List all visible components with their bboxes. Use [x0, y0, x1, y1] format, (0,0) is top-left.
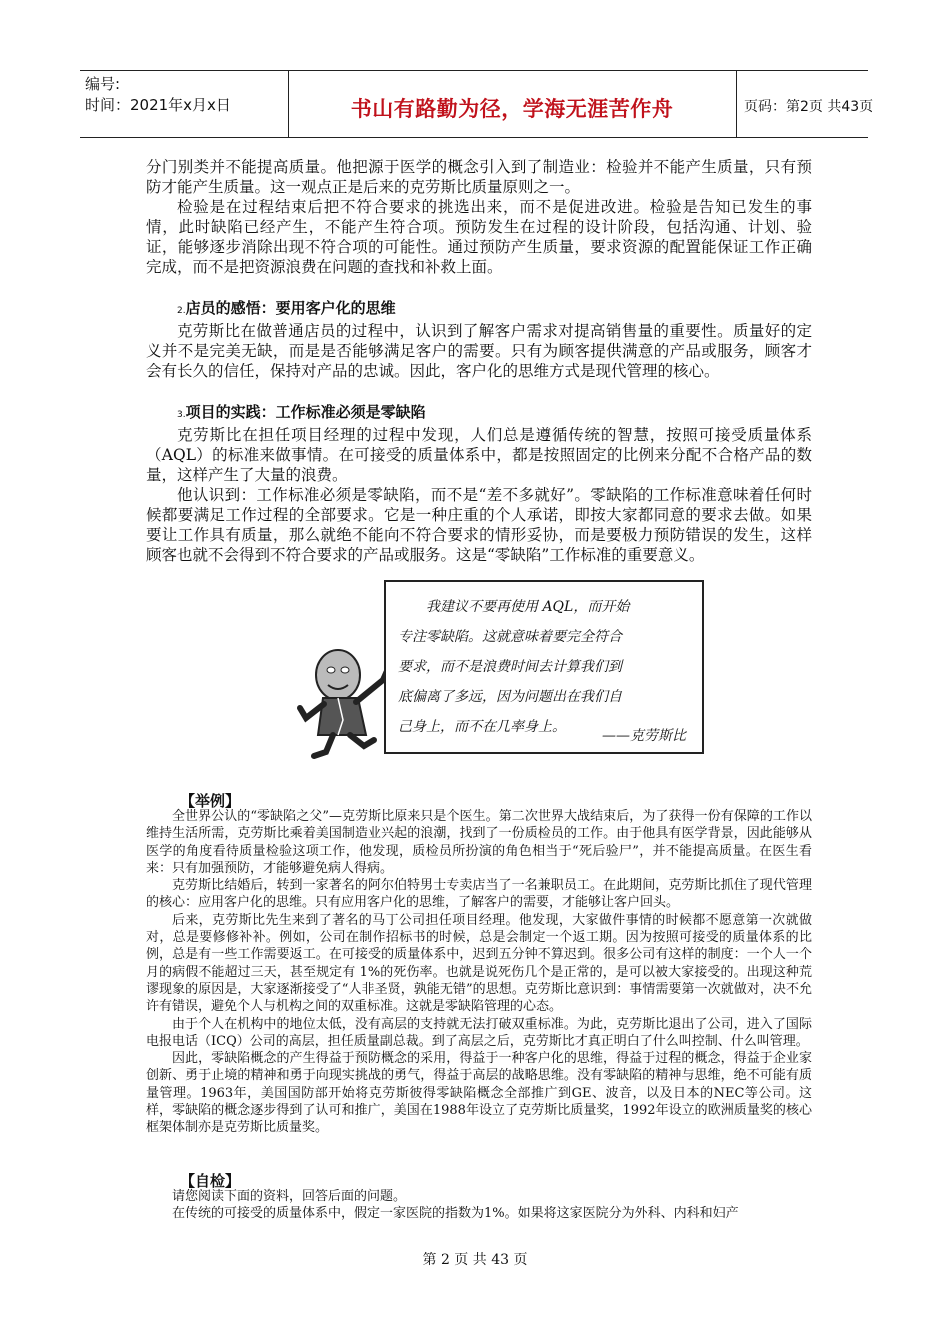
body-paragraph: 检验是在过程结束后把不符合要求的挑选出来，而不是促进改进。检验是告知已发生的事情，此时缺陷已经产生，不能产生符合项。预防发生在过程的设计阶段，包括沟通、计划、验证，能够逐步消除出现不符合项的可能性。通过预防产生质量，要求资源的配置能保证工作正确完成，而不是把资源浪费在问题的查找和补救上面。 [146, 198, 812, 276]
example-paragraph: 因此，零缺陷概念的产生得益于预防概念的采用，得益于一种客户化的思维，得益于过程的概念，得益于企业家创新、勇于止境的精神和勇于向现实挑战的勇气，得益于高层的战略思维。没有零缺陷的精神与思维，绝不可能有质量管理。1963年，美国国防部开始将克劳斯彼得零缺陷概念全部推广到GE、波音，以及日本的NEC等公司。这样，零缺陷的概念逐步得到了认可和推广，美国在1988年设立了克劳斯比质量奖，1992年设立的欧洲质量奖的核心框架体制亦是克劳斯比质量奖。 [146, 1051, 812, 1136]
header-page-info: 页码：第2页 共43页 [744, 99, 874, 115]
selfcheck-label: 【自检】 [180, 1172, 241, 1190]
selfcheck-paragraph: 请您阅读下面的资料，回答后面的问题。 [172, 1189, 407, 1204]
header-motto: 书山有路勤为径，学海无涯苦作舟 [350, 97, 674, 121]
example-label: 【举例】 [180, 792, 241, 810]
quote-illustration [288, 580, 708, 760]
example-paragraph: 后来，克劳斯比先生来到了著名的马丁公司担任项目经理。他发现，大家做件事情的时候都不愿意第一次就做对，总是要修修补补。例如，公司在制作招标书的时候，总是会制定一个返工期。因为按照可接受的质量体系的比例，总是有一些工作需要返工。在可接受的质量体系中，迟到五分钟不算迟到。很多公司有这样的制度：一个人一个月的病假不能超过三天，甚至规定有 1%的死伤率。也就是说死伤几个是正常的，是可以被大家接受的。出现这种荒谬现象的原因是，大家逐渐接受了“人非圣贤，孰能无错”的思想。克劳斯比意识到：事情需要第一次就做对，决不允许有错误，避免个人与机构之间的双重标准。这就是零缺陷管理的心态。 [146, 912, 812, 1015]
section-heading-2 [146, 298, 812, 321]
document-number-label: 编号: [85, 75, 121, 93]
example-section [146, 808, 812, 1137]
section-title: 店员的感悟：要用客户化的思维 [185, 299, 396, 317]
section-number: 2. [177, 306, 186, 316]
example-paragraph: 克劳斯比结婚后，转到一家著名的阿尔伯特男士专卖店当了一名兼职员工。在此期间，克劳斯比抓住了现代管理的核心：应用客户化的思维。只有应用客户化的思维，了解客户的需要，才能够让客户回头。 [146, 878, 812, 911]
body-paragraph: 分门别类并不能提高质量。他把源于医学的概念引入到了制造业：检验并不能产生质量，只有预防才能产生质量。这一观点正是后来的克劳斯比质量原则之一。 [146, 158, 812, 196]
quote-signature: ——克劳斯比 [602, 728, 686, 744]
header-motto-cell [288, 71, 737, 137]
body-paragraph: 克劳斯比在担任项目经理的过程中发现，人们总是遵循传统的智慧，按照可接受质量体系（AQL）的标准来做事情。在可接受的质量体系中，都是按照固定的比例来分配不合格产品的数量，这样产生了大量的浪费。 [146, 426, 812, 484]
quote-line: 专注零缺陷。这就意味着要完全符合 [398, 629, 622, 645]
section-number: 3. [177, 410, 186, 420]
example-paragraph: 由于个人在机构中的地位太低，没有高层的支持就无法打破双重标准。为此，克劳斯比退出了公司，进入了国际电报电话（ICQ）公司的高层，担任质量副总裁。到了高层之后，克劳斯比才真正明白了什么叫控制、什么叫管理。 [146, 1016, 812, 1049]
section-title: 项目的实践：工作标准必须是零缺陷 [185, 403, 426, 421]
selfcheck-paragraph: 在传统的可接受的质量体系中，假定一家医院的指数为1%。如果将这家医院分为外科、内科和妇产 [172, 1206, 739, 1222]
quote-line: 己身上，而不在几率身上。 [398, 719, 566, 735]
document-time-label: 时间：2021年x月x日 [85, 96, 231, 114]
header-meta-cell [80, 71, 289, 137]
example-paragraph: 全世界公认的“零缺陷之父”—克劳斯比原来只是个医生。第二次世界大战结束后，为了获得一份有保障的工作以维持生活所需，克劳斯比乘着美国制造业兴起的浪潮，找到了一份质检员的工作。由于他具有医学背景，因此能够从医学的角度看待质量检验这项工作，他发现，质检员所扮演的角色相当于“死后验尸”，并不能提高质量。在医生看来：只有加强预防，才能够避免病人得病。 [146, 809, 812, 876]
selfcheck-section [146, 1188, 812, 1223]
quote-text [398, 592, 688, 742]
page-header [80, 70, 874, 138]
main-body [146, 157, 812, 565]
quote-line: 要求，而不是浪费时间去计算我们到 [398, 659, 622, 675]
page-footer: 第 2 页 共 43 页 [422, 1252, 528, 1268]
body-paragraph: 克劳斯比在做普通店员的过程中，认识到了解客户需求对提高销售量的重要性。质量好的定义并不是完美无缺，而是是否能够满足客户的需要。只有为顾客提供满意的产品或服务，顾客才会有长久的信任，保持对产品的忠诚。因此，客户化的思维方式是现代管理的核心。 [146, 322, 812, 380]
quote-line: 我建议不要再使用 AQL，而开始 [426, 599, 630, 615]
section-heading-3 [146, 402, 812, 425]
body-paragraph: 他认识到：工作标准必须是零缺陷，而不是“差不多就好”。零缺陷的工作标准意味着任何时候都要满足工作过程的全部要求。它是一种庄重的个人承诺，即按大家都同意的要求去做。如果要让工作具有质量，那么就绝不能向不符合要求的情形妥协，而是要极力预防错误的发生，这样顾客也就不会得到不符合要求的产品或服务。这是“零缺陷”工作标准的重要意义。 [146, 486, 812, 564]
quote-line: 底偏离了多远，因为问题出在我们自 [398, 689, 622, 705]
header-page-cell [736, 71, 874, 137]
